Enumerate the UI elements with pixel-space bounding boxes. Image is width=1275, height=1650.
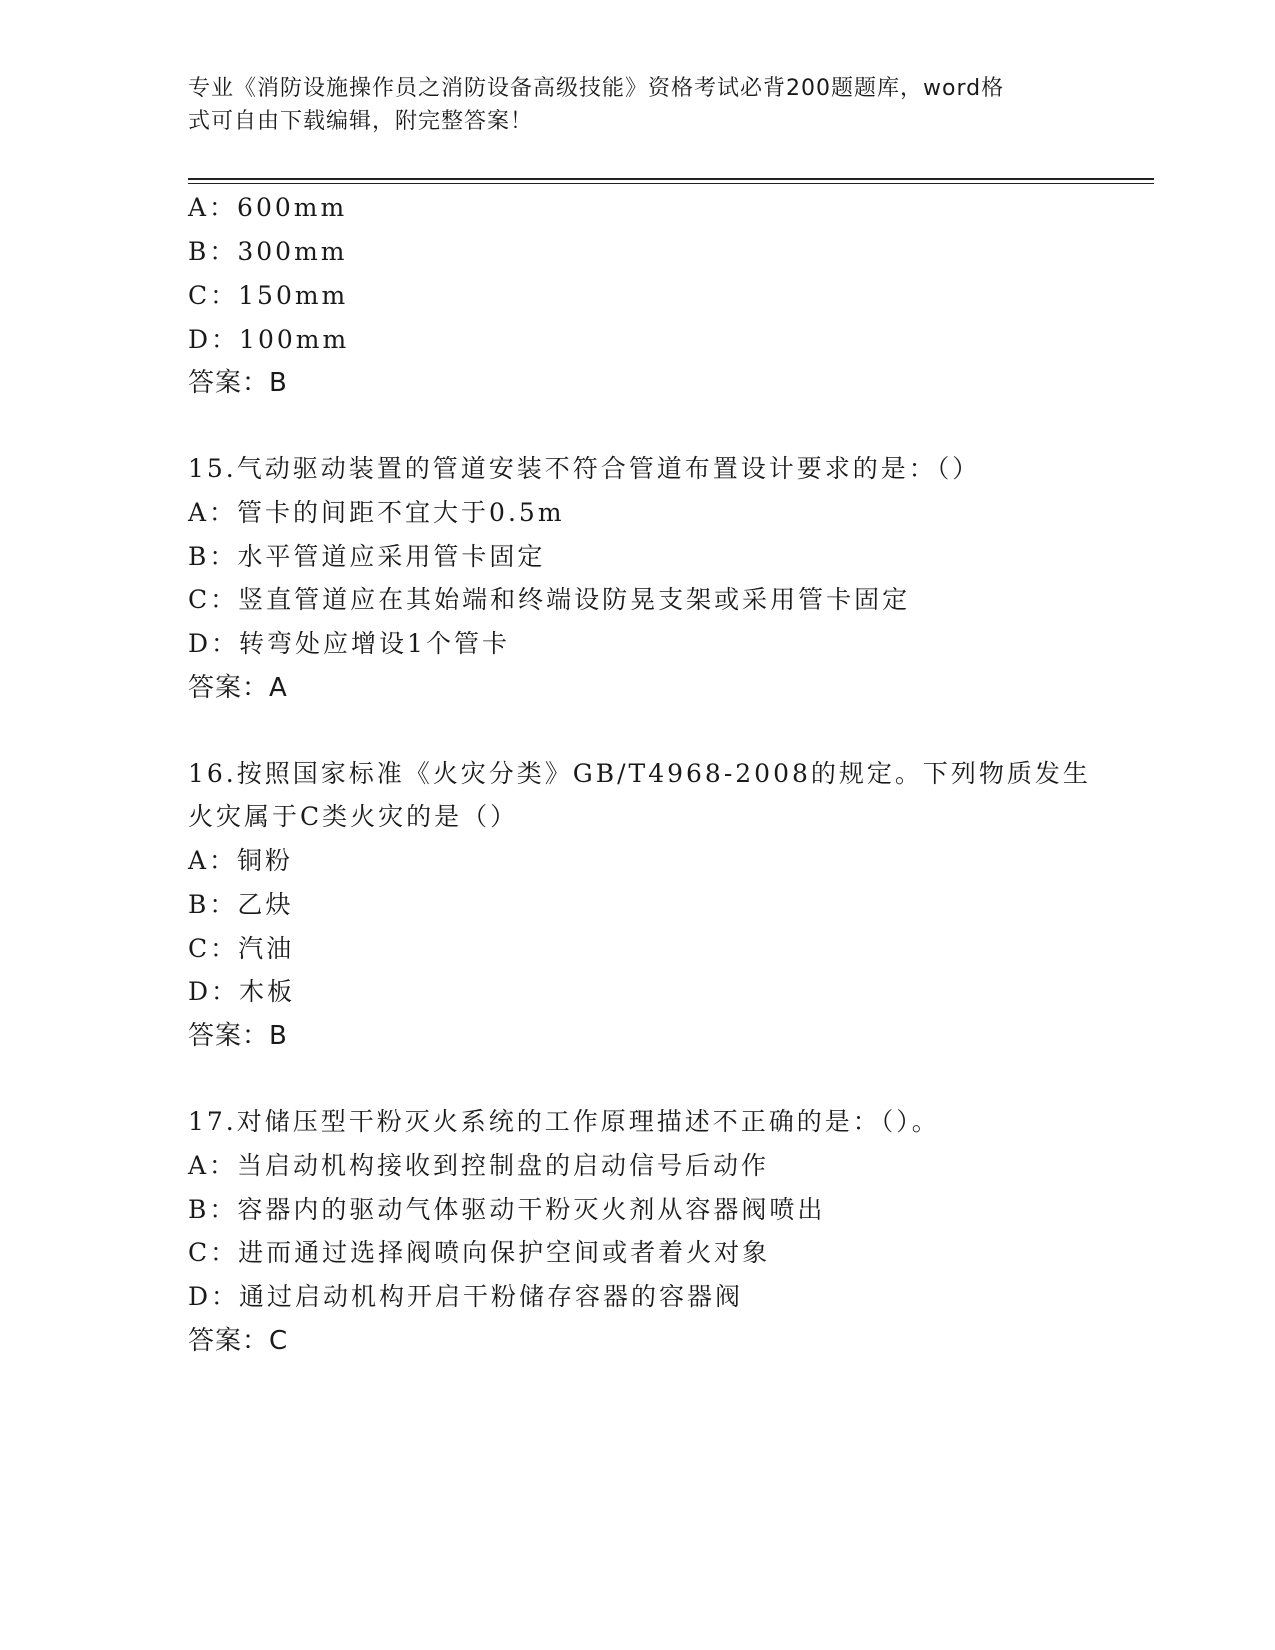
q14-answer: 答案：B: [188, 368, 288, 398]
header-line-2: 式可自由下载编辑，附完整答案！: [188, 109, 534, 134]
q16-question-line-2: 火灾属于C类火灾的是（）: [188, 802, 519, 831]
header-line-1: 专业《消防设施操作员之消防设备高级技能》资格考试必背200题题库，word格: [188, 76, 1005, 101]
q15-option-d: D：转弯处应增设1个管卡: [188, 629, 510, 658]
q15-option-c: C：竖直管道应在其始端和终端设防晃支架或采用管卡固定: [188, 585, 911, 614]
q15-option-a: A：管卡的间距不宜大于0.5m: [188, 498, 565, 527]
q16-option-b: B：乙炔: [188, 890, 294, 919]
q15-question: 15.气动驱动装置的管道安装不符合管道布置设计要求的是：（）: [188, 454, 981, 483]
q16-question-line-1: 16.按照国家标准《火灾分类》GB/T4968-2008的规定。下列物质发生: [188, 759, 1091, 788]
q14-option-a: A：600mm: [188, 193, 348, 222]
q17-question: 17.对储压型干粉灭火系统的工作原理描述不正确的是：（）。: [188, 1107, 940, 1136]
q17-option-d: D：通过启动机构开启干粉储存容器的容器阀: [188, 1282, 744, 1311]
q17-option-a: A：当启动机构接收到控制盘的启动信号后动作: [188, 1151, 770, 1180]
q15-option-b: B：水平管道应采用管卡固定: [188, 542, 546, 571]
q14-option-c: C：150mm: [188, 281, 349, 310]
q17-answer: 答案：C: [188, 1326, 289, 1356]
q14-option-b: B：300mm: [188, 237, 348, 266]
header-divider: [188, 178, 1154, 180]
document-header: [188, 72, 1068, 138]
q16-answer: 答案：B: [188, 1021, 288, 1051]
q17-option-c: C：进而通过选择阀喷向保护空间或者着火对象: [188, 1238, 771, 1267]
header-divider-thin: [188, 183, 1154, 184]
q16-option-a: A：铜粉: [188, 846, 294, 875]
q16-option-d: D：木板: [188, 977, 296, 1006]
q17-option-b: B：容器内的驱动气体驱动干粉灭火剂从容器阀喷出: [188, 1195, 826, 1224]
q14-option-d: D：100mm: [188, 325, 350, 354]
q15-answer: 答案：A: [188, 673, 288, 703]
q16-option-c: C：汽油: [188, 934, 295, 963]
